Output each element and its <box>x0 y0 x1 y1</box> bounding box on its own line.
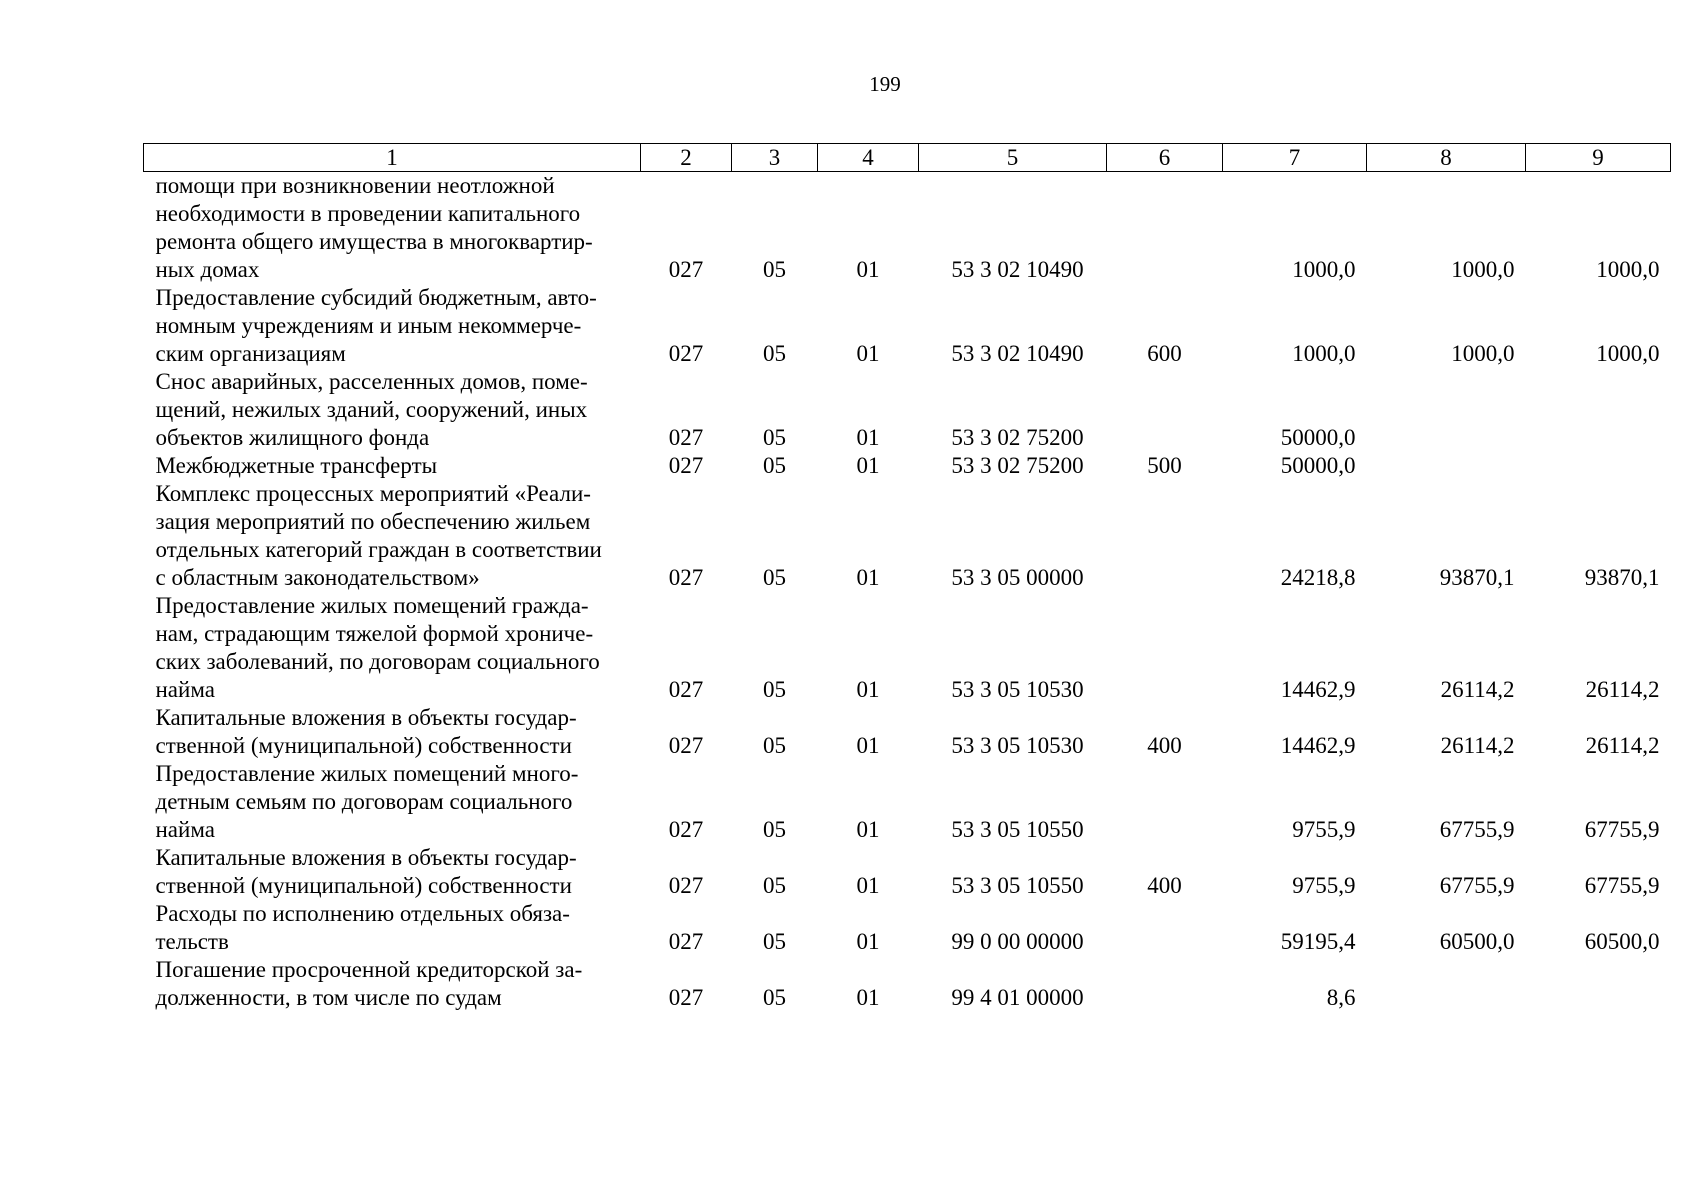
row-ved-code: 027 <box>668 257 704 282</box>
row-target-article: 99 0 00 00000 <box>951 929 1084 954</box>
row-expense-type <box>1107 592 1223 704</box>
row-amount-col8: 67755,9 <box>1439 817 1515 842</box>
row-expense-type <box>1107 900 1223 956</box>
row-subsection-code: 01 <box>856 817 880 842</box>
row-subsection-code: 01 <box>856 453 880 478</box>
row-amount-col7: 59195,4 <box>1280 929 1356 954</box>
row-name-text: Снос аварийных, расселенных домов, поме- щений, нежилых зданий, сооружений, иных объектов жилищного фонда <box>155 369 588 450</box>
row-amount-col9: 1000,0 <box>1596 257 1660 282</box>
row-expense-type: 600 <box>1147 341 1182 366</box>
row-subsection-code: 01 <box>856 677 880 702</box>
row-name <box>144 284 641 368</box>
row-target-article: 53 3 05 10530 <box>951 733 1084 758</box>
row-section-code: 05 <box>763 341 786 366</box>
row-expense-type <box>1107 760 1223 844</box>
row-amount-col9 <box>1526 368 1671 452</box>
row-name-text: помощи при возникновении неотложной необходимости в проведении капитального ремонта общего имущества в многоквартир- ных домах <box>155 173 593 282</box>
row-expense-type <box>1107 956 1223 1012</box>
table-body <box>144 172 1671 1013</box>
row-section-code: 05 <box>763 257 786 282</box>
row-ved-code: 027 <box>668 817 704 842</box>
table-row <box>144 592 1671 704</box>
row-amount-col7: 24218,8 <box>1280 565 1356 590</box>
row-amount-col8: 1000,0 <box>1451 257 1515 282</box>
header-col-4: 4 <box>818 144 919 172</box>
table-row <box>144 368 1671 452</box>
table-row <box>144 452 1671 480</box>
row-ved-code: 027 <box>668 873 704 898</box>
page-number: 199 <box>869 72 901 96</box>
header-col-1: 1 <box>144 144 641 172</box>
row-name-text: Погашение просроченной кредиторской за- долженности, в том числе по судам <box>155 957 583 1010</box>
row-amount-col7: 1000,0 <box>1292 341 1356 366</box>
row-target-article: 53 3 05 10550 <box>951 817 1084 842</box>
row-amount-col7: 9755,9 <box>1292 873 1356 898</box>
row-name <box>144 704 641 760</box>
row-name-text: Капитальные вложения в объекты государ- ственной (муниципальной) собственности <box>155 705 577 758</box>
header-col-7: 7 <box>1223 144 1367 172</box>
row-name-text: Расходы по исполнению отдельных обяза- тельств <box>155 901 570 954</box>
row-subsection-code: 01 <box>856 929 880 954</box>
row-name <box>144 844 641 900</box>
table-row <box>144 284 1671 368</box>
row-target-article: 53 3 05 00000 <box>951 565 1084 590</box>
table-row <box>144 760 1671 844</box>
row-expense-type: 400 <box>1147 873 1182 898</box>
row-amount-col7: 50000,0 <box>1280 425 1356 450</box>
row-target-article: 53 3 02 75200 <box>951 425 1084 450</box>
row-amount-col8: 26114,2 <box>1440 677 1515 702</box>
row-target-article: 53 3 05 10530 <box>951 677 1084 702</box>
row-section-code: 05 <box>763 817 786 842</box>
row-name <box>144 368 641 452</box>
row-name <box>144 480 641 592</box>
row-amount-col7: 8,6 <box>1326 985 1356 1010</box>
row-section-code: 05 <box>763 453 786 478</box>
row-subsection-code: 01 <box>856 425 880 450</box>
row-ved-code: 027 <box>668 677 704 702</box>
header-col-9: 9 <box>1526 144 1671 172</box>
row-amount-col7: 14462,9 <box>1280 677 1356 702</box>
row-amount-col8: 60500,0 <box>1439 929 1515 954</box>
row-ved-code: 027 <box>668 453 704 478</box>
row-amount-col8 <box>1367 956 1526 1012</box>
row-amount-col9: 67755,9 <box>1584 873 1660 898</box>
table-row <box>144 956 1671 1012</box>
row-amount-col9: 1000,0 <box>1596 341 1660 366</box>
header-col-2: 2 <box>641 144 732 172</box>
row-amount-col9: 67755,9 <box>1584 817 1660 842</box>
row-target-article: 53 3 02 10490 <box>951 257 1084 282</box>
row-name-text: Предоставление субсидий бюджетным, авто- номным учреждениям и иным некоммерче- ским организациям <box>155 285 597 366</box>
row-section-code: 05 <box>763 929 786 954</box>
row-ved-code: 027 <box>668 929 704 954</box>
row-amount-col7: 14462,9 <box>1280 733 1356 758</box>
table-row <box>144 704 1671 760</box>
header-col-8: 8 <box>1367 144 1526 172</box>
budget-table <box>143 143 1671 1012</box>
row-ved-code: 027 <box>668 985 704 1010</box>
row-name <box>144 956 641 1012</box>
row-expense-type <box>1107 172 1223 285</box>
row-section-code: 05 <box>763 873 786 898</box>
row-target-article: 99 4 01 00000 <box>951 985 1084 1010</box>
row-subsection-code: 01 <box>856 257 880 282</box>
row-amount-col8: 26114,2 <box>1440 733 1515 758</box>
row-amount-col7: 1000,0 <box>1292 257 1356 282</box>
header-row <box>144 144 1671 172</box>
row-expense-type: 400 <box>1147 733 1182 758</box>
row-subsection-code: 01 <box>856 873 880 898</box>
row-name <box>144 900 641 956</box>
row-amount-col9: 93870,1 <box>1584 565 1660 590</box>
row-subsection-code: 01 <box>856 565 880 590</box>
table-row <box>144 844 1671 900</box>
row-subsection-code: 01 <box>856 985 880 1010</box>
row-section-code: 05 <box>763 565 786 590</box>
row-name-text: Предоставление жилых помещений много- детным семьям по договорам социального найма <box>155 761 579 842</box>
row-name-text: Комплекс процессных мероприятий «Реали- зация мероприятий по обеспечению жильем отдельных категорий граждан в соответствии с областным законодательством» <box>155 481 602 590</box>
row-target-article: 53 3 02 10490 <box>951 341 1084 366</box>
row-target-article: 53 3 02 75200 <box>951 453 1084 478</box>
row-ved-code: 027 <box>668 733 704 758</box>
header-col-3: 3 <box>732 144 818 172</box>
row-expense-type <box>1107 480 1223 592</box>
row-name <box>144 452 641 480</box>
header-col-5: 5 <box>919 144 1107 172</box>
row-name <box>144 172 641 285</box>
row-expense-type <box>1107 368 1223 452</box>
row-section-code: 05 <box>763 985 786 1010</box>
row-amount-col9: 26114,2 <box>1585 677 1660 702</box>
row-section-code: 05 <box>763 733 786 758</box>
row-section-code: 05 <box>763 677 786 702</box>
row-name-text: Предоставление жилых помещений гражда- нам, страдающим тяжелой формой хрониче- ских заболеваний, по договорам социального найма <box>155 593 600 702</box>
row-amount-col7: 9755,9 <box>1292 817 1356 842</box>
table-header <box>144 144 1671 172</box>
row-ved-code: 027 <box>668 341 704 366</box>
row-subsection-code: 01 <box>856 341 880 366</box>
row-amount-col8 <box>1367 452 1526 480</box>
row-name-text: Капитальные вложения в объекты государ- ственной (муниципальной) собственности <box>155 845 577 898</box>
row-amount-col9 <box>1526 956 1671 1012</box>
row-target-article: 53 3 05 10550 <box>951 873 1084 898</box>
table-row <box>144 900 1671 956</box>
row-name <box>144 592 641 704</box>
row-amount-col9: 60500,0 <box>1584 929 1660 954</box>
row-name-text: Межбюджетные трансферты <box>155 453 438 478</box>
table-row <box>144 172 1671 285</box>
row-amount-col8 <box>1367 368 1526 452</box>
row-ved-code: 027 <box>668 565 704 590</box>
row-amount-col9 <box>1526 452 1671 480</box>
row-name <box>144 760 641 844</box>
row-subsection-code: 01 <box>856 733 880 758</box>
row-expense-type: 500 <box>1147 453 1182 478</box>
table-row <box>144 480 1671 592</box>
row-section-code: 05 <box>763 425 786 450</box>
row-amount-col8: 67755,9 <box>1439 873 1515 898</box>
header-col-6: 6 <box>1107 144 1223 172</box>
row-amount-col8: 93870,1 <box>1439 565 1515 590</box>
row-amount-col8: 1000,0 <box>1451 341 1515 366</box>
row-ved-code: 027 <box>668 425 704 450</box>
row-amount-col9: 26114,2 <box>1585 733 1660 758</box>
row-amount-col7: 50000,0 <box>1280 453 1356 478</box>
